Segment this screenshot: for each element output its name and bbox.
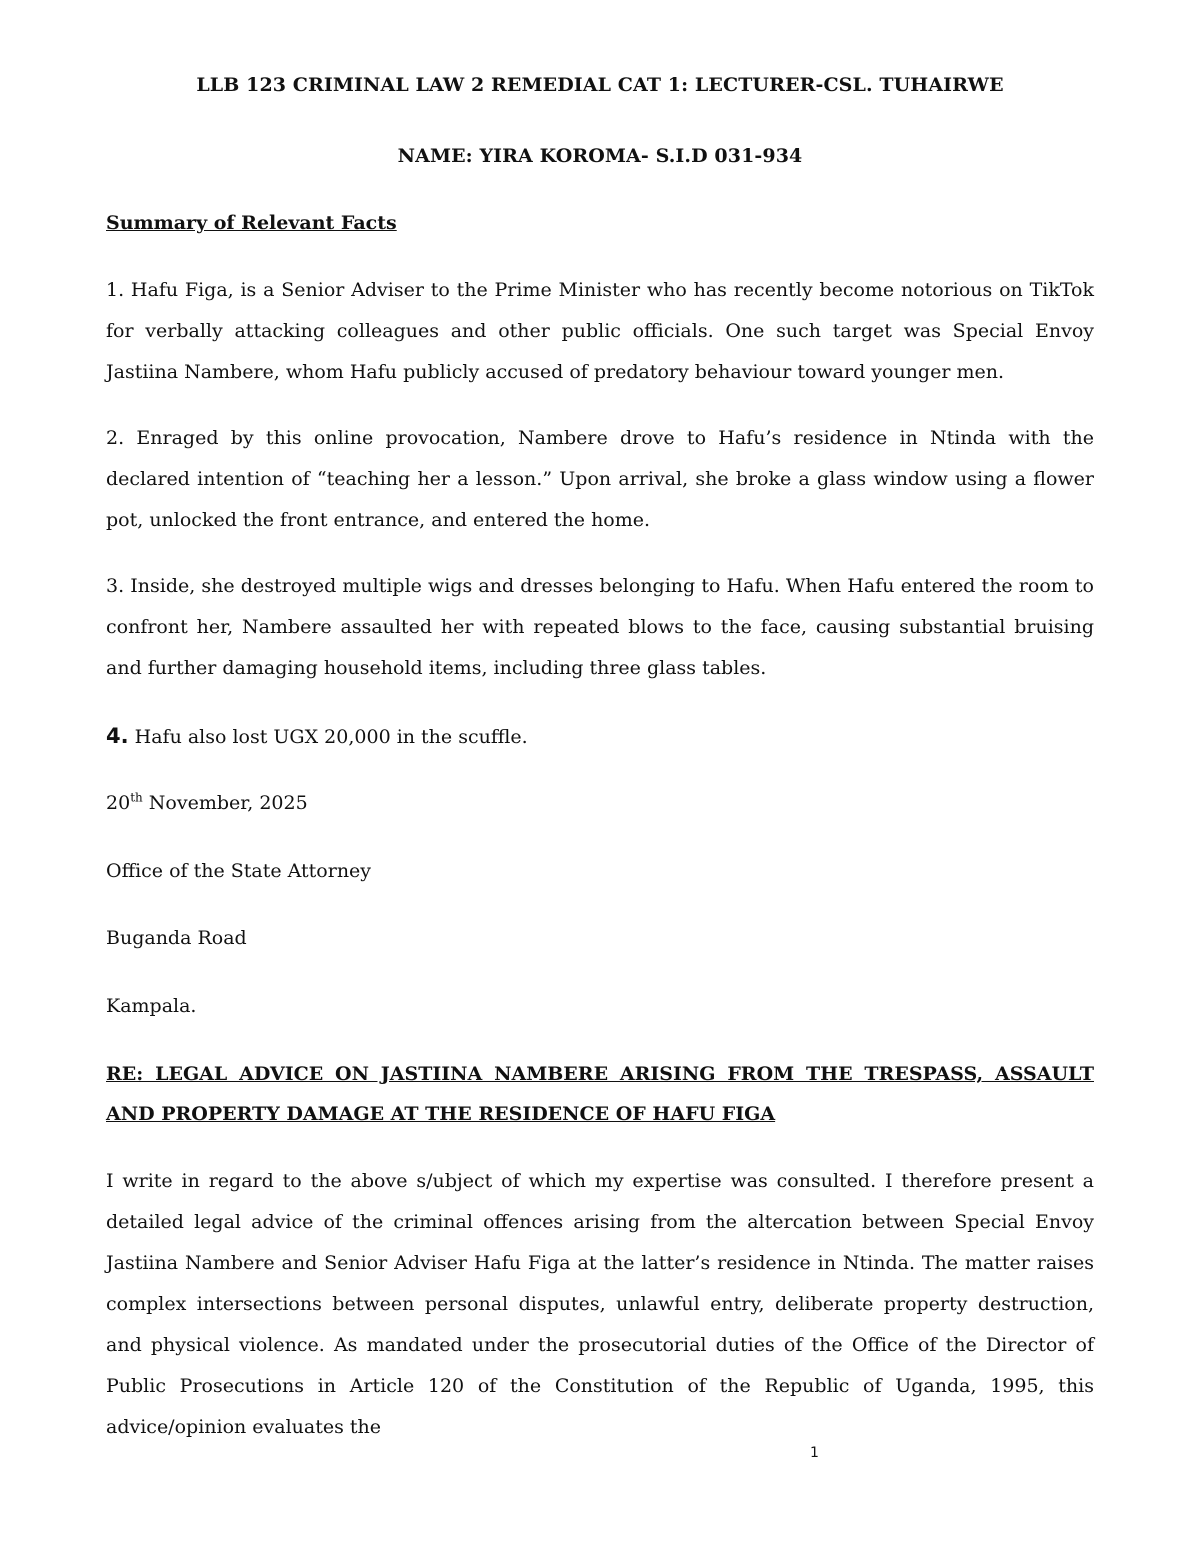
letter-body-paragraph: I write in regard to the above s/ubject of which my expertise was consulted. I therefore present a detailed legal advice of the criminal offences arising from the altercation between Special Envoy Jastiina Nambere and Senior Adviser Hafu Figa at the latter’s residence in Ntinda. The matter raises complex intersections between personal disputes, unlawful entry, deliberate property destruction, and physical violence. As mandated under the prosecutorial duties of the Office of the Director of Public Prosecutions in Article 120 of the Constitution of the Republic of Uganda, 1995, this advice/opinion evaluates the xyxy=(106,1170,1094,1438)
address-line-office: Office of the State Attorney xyxy=(106,860,372,882)
student-name-heading: NAME: YIRA KOROMA- S.I.D 031-934 xyxy=(397,145,803,167)
re-subject-heading: RE: LEGAL ADVICE ON JASTIINA NAMBERE ARISING FROM THE TRESPASS, ASSAULT AND PROPERTY DAMAGE AT THE RESIDENCE OF HAFU FIGA xyxy=(106,1063,1094,1125)
address-line-road: Buganda Road xyxy=(106,927,247,949)
letter-date xyxy=(106,792,308,814)
fact-paragraph-4 xyxy=(106,724,528,748)
page-number: 1 xyxy=(810,1445,819,1461)
facts-section-title: Summary of Relevant Facts xyxy=(106,212,397,234)
fact-paragraph-1: 1. Hafu Figa, is a Senior Adviser to the Prime Minister who has recently become notorious on TikTok for verbally attacking colleagues and other public officials. One such target was Special Envoy Jastiina Nambere, whom Hafu publicly accused of predatory behaviour toward younger men. xyxy=(106,279,1094,383)
date-month-year: November, 2025 xyxy=(142,792,308,814)
date-day: 20 xyxy=(106,792,131,814)
date-suffix: th xyxy=(130,790,143,805)
course-heading: LLB 123 CRIMINAL LAW 2 REMEDIAL CAT 1: LECTURER-CSL. TUHAIRWE xyxy=(196,74,1004,96)
address-line-city: Kampala. xyxy=(106,995,197,1017)
fact-4-number: 4. xyxy=(106,724,129,748)
fact-paragraph-2: 2. Enraged by this online provocation, Nambere drove to Hafu’s residence in Ntinda with the declared intention of “teaching her a lesson.” Upon arrival, she broke a glass window using a flower pot, unlocked the front entrance, and entered the home. xyxy=(106,427,1094,531)
fact-4-text: Hafu also lost UGX 20,000 in the scuffle. xyxy=(128,726,528,748)
fact-paragraph-3: 3. Inside, she destroyed multiple wigs and dresses belonging to Hafu. When Hafu entered the room to confront her, Nambere assaulted her with repeated blows to the face, causing substantial bruising and further damaging household items, including three glass tables. xyxy=(106,575,1094,679)
